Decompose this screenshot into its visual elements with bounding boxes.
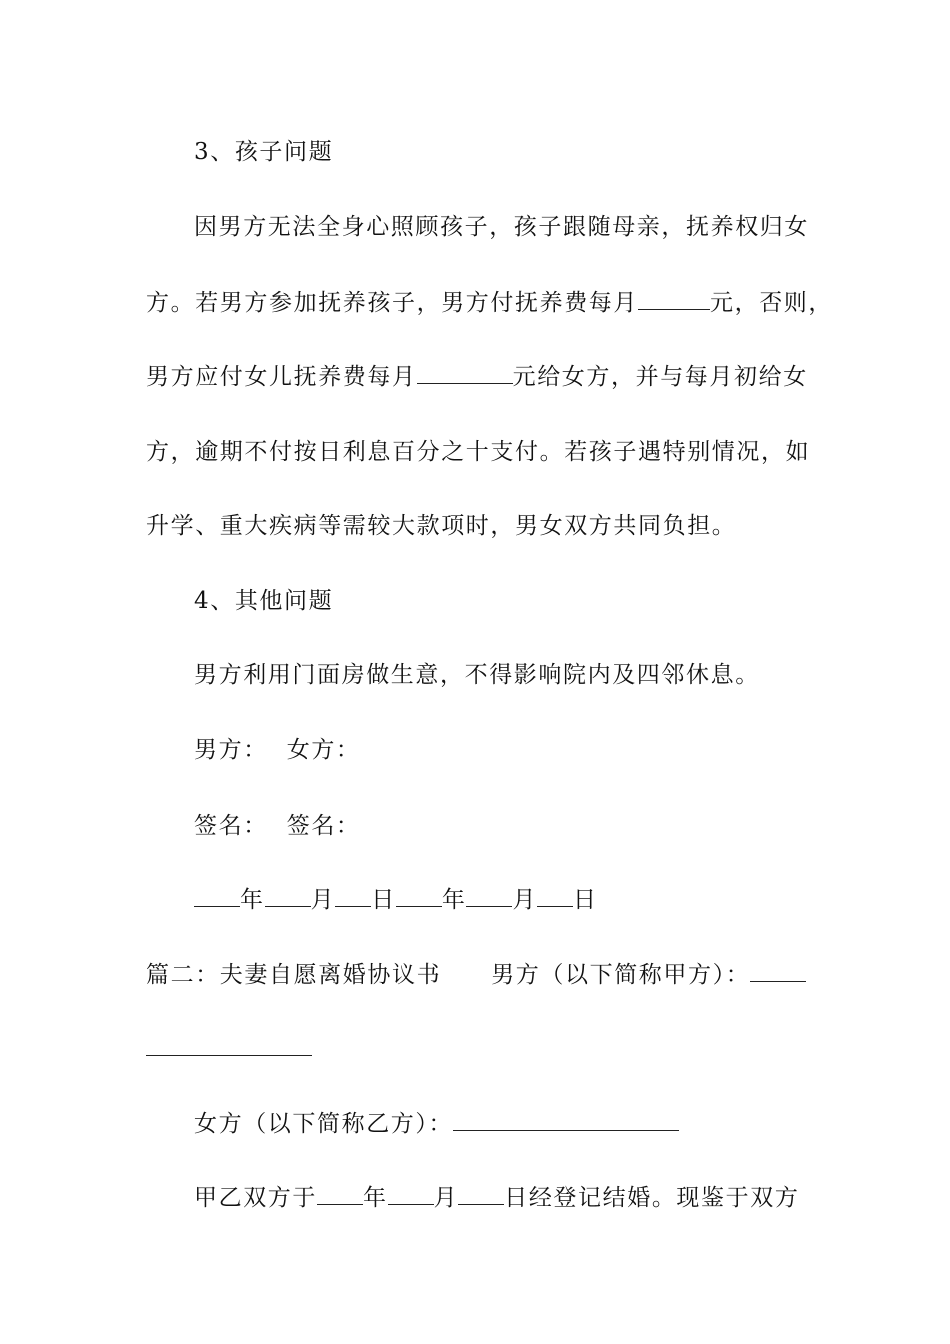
party-b-label: 女方（以下简称乙方）： xyxy=(194,1111,454,1137)
section-3-line-2 xyxy=(146,287,833,319)
marriage-text-b: 日经登记结婚。现鉴于双方 xyxy=(504,1185,800,1211)
section-3-line-3 xyxy=(146,361,808,393)
section-4-paragraph: 男方利用门面房做生意，不得影响院内及四邻休息。 xyxy=(194,662,760,688)
date-day-unit: 日 xyxy=(371,887,396,913)
date-day-unit: 日 xyxy=(573,887,598,913)
fill-blank xyxy=(453,1108,679,1131)
fill-blank xyxy=(388,1182,434,1205)
date-year-unit: 年 xyxy=(240,887,265,913)
fill-blank xyxy=(194,884,240,907)
fill-blank xyxy=(317,1182,363,1205)
date-year-unit: 年 xyxy=(441,887,467,913)
fill-blank xyxy=(638,287,710,310)
section-3-line-1: 因男方无法全身心照顾孩子，孩子跟随母亲，抚养权归女 xyxy=(194,214,809,240)
fill-blank xyxy=(750,959,806,982)
part-2-title: 篇二：夫妻自愿离婚协议书 xyxy=(146,962,442,988)
party-a-continuation-line xyxy=(146,1033,312,1065)
party-b-line xyxy=(194,1108,679,1140)
date-month-unit: 月 xyxy=(512,887,538,913)
marriage-month-unit: 月 xyxy=(433,1185,459,1211)
female-party-label: 女方： xyxy=(286,737,361,763)
fill-blank xyxy=(537,884,573,907)
section-3-line-3-text-b: 元给女方，并与每月初给女 xyxy=(512,364,808,390)
section-3-heading: 3、孩子问题 xyxy=(194,139,334,165)
marriage-line xyxy=(194,1182,799,1214)
date-month-unit: 月 xyxy=(310,887,336,913)
parties-line xyxy=(194,734,361,766)
fill-blank xyxy=(335,884,371,907)
male-party-label: 男方： xyxy=(194,737,268,763)
section-4-heading: 4、其他问题 xyxy=(194,588,334,614)
male-signature-label: 签名： xyxy=(194,813,268,839)
fill-blank xyxy=(396,884,442,907)
section-3-line-3-text-a: 男方应付女儿抚养费每月 xyxy=(146,364,417,390)
date-line xyxy=(194,884,598,916)
section-3-line-4: 方，逾期不付按日利息百分之十支付。若孩子遇特别情况，如 xyxy=(146,439,811,465)
fill-blank xyxy=(265,884,311,907)
marriage-year-unit: 年 xyxy=(363,1185,388,1211)
section-3-line-2-text-b: 元，否则， xyxy=(710,290,833,316)
section-3-line-5: 升学、重大疾病等需较大款项时，男女双方共同负担。 xyxy=(146,513,737,539)
marriage-text-a: 甲乙双方于 xyxy=(194,1185,317,1211)
female-signature-label: 签名： xyxy=(286,813,361,839)
signatures-line xyxy=(194,810,361,842)
section-3-line-2-text-a: 方。若男方参加抚养孩子，男方付抚养费每月 xyxy=(146,290,638,316)
fill-blank xyxy=(466,884,512,907)
party-a-label: 男方（以下简称甲方）： xyxy=(491,962,751,988)
fill-blank xyxy=(417,361,513,384)
fill-blank xyxy=(146,1033,312,1056)
part-2-title-line xyxy=(146,959,806,991)
fill-blank xyxy=(458,1182,504,1205)
